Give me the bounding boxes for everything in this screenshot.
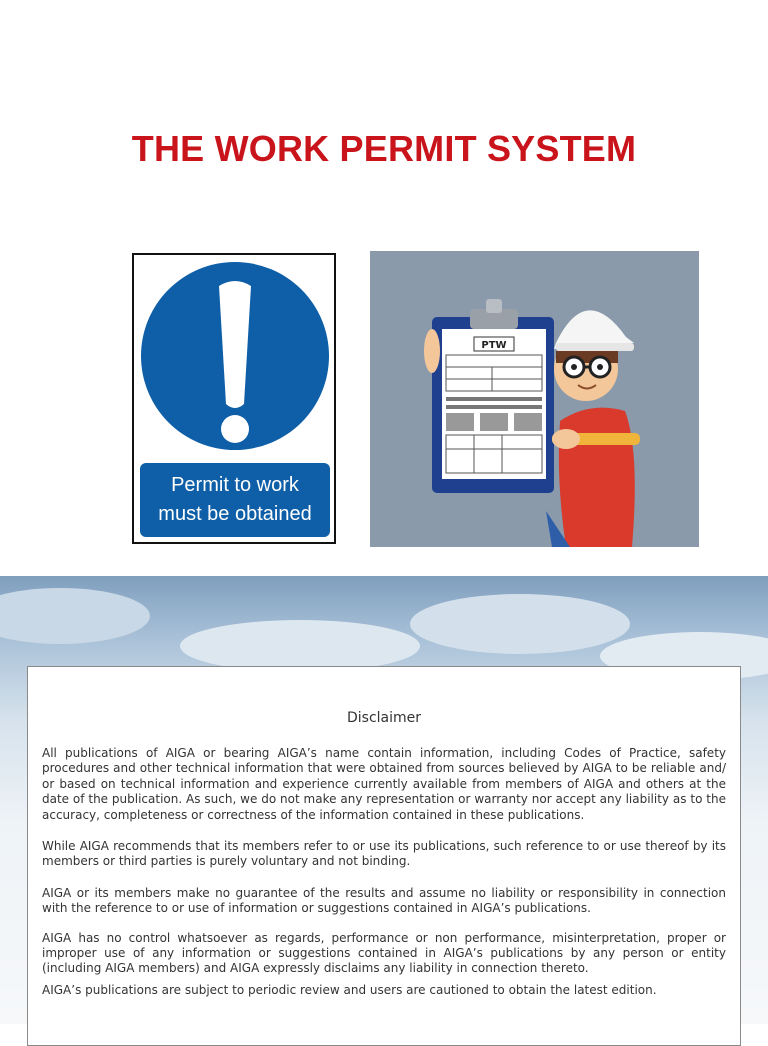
sign-label-line2: must be obtained	[158, 503, 312, 525]
permit-to-work-sign	[132, 253, 336, 544]
disclaimer-panel	[27, 666, 741, 1046]
sign-label	[140, 463, 330, 537]
ptw-illustration	[370, 251, 699, 547]
disclaimer-paragraph: While AIGA recommends that its members refer to or use its publications, such reference to or use thereof by its members or third parties is purely voluntary and not binding.	[42, 839, 726, 869]
sign-label-line1: Permit to work	[171, 474, 299, 496]
page-title: THE WORK PERMIT SYSTEM	[131, 128, 637, 169]
disclaimer-paragraph: AIGA or its members make no guarantee of the results and assume no liability or responsibility in connection with the reference to or use of information or suggestions contained in AIGA’s publications.	[42, 885, 726, 916]
exclamation-icon	[141, 262, 329, 450]
worker-with-clipboard-image	[370, 251, 699, 547]
disclaimer-paragraph: All publications of AIGA or bearing AIGA’s name contain information, including Codes of Practice, safety procedures and other technical information that were obtained from sources believed by AIGA to be reliable and/ or based on technical information and experience currently available from members of AIGA and others at the date of the publication. As such, we do not make any representation or warranty nor accept any liability as to the accuracy, completeness or correctness of the information contained in these publications.	[42, 746, 726, 822]
clipboard-label: PTW	[481, 340, 507, 351]
disclaimer-paragraph: AIGA has no control whatsoever as regards, performance or non performance, misinterpretation, proper or improper use of any information or suggestions contained in AIGA’s publications by any person or entity (including AIGA members) and AIGA expressly disclaims any liability in connection thereto.	[42, 930, 726, 976]
disclaimer-paragraph: AIGA’s publications are subject to periodic review and users are cautioned to obtain the latest edition.	[42, 982, 657, 997]
disclaimer-heading: Disclaimer	[346, 710, 422, 726]
